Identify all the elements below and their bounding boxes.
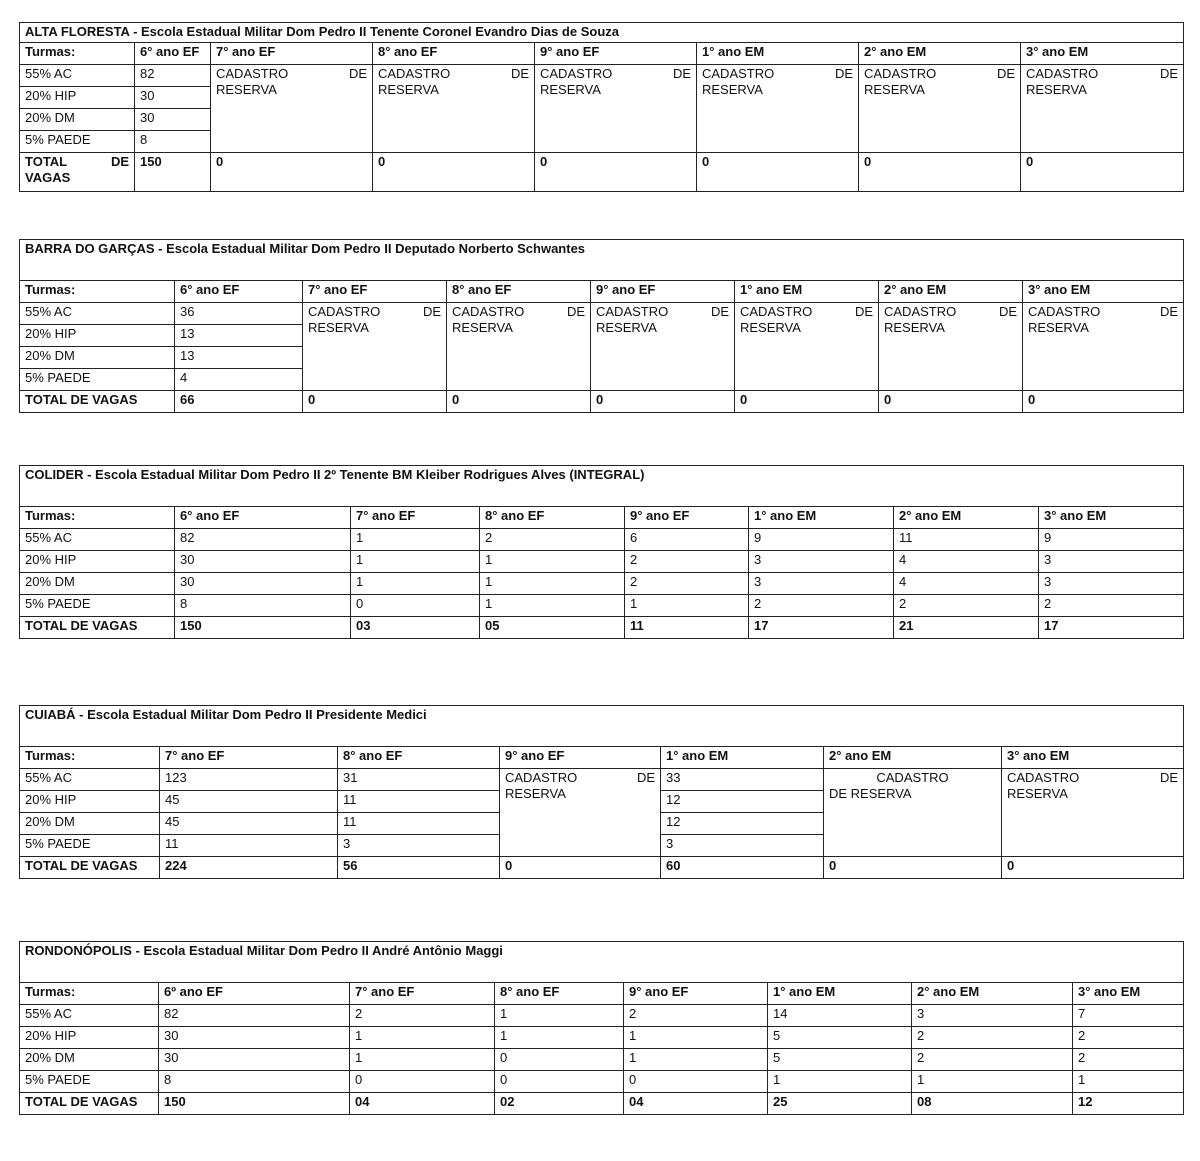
- header-cell: 6° ano EF: [175, 281, 303, 303]
- table-colider: [19, 465, 1184, 639]
- value-cell: 12: [661, 813, 824, 835]
- total-cell: 0: [1002, 857, 1184, 879]
- value-cell: 2: [912, 1027, 1073, 1049]
- section-title: COLIDER - Escola Estadual Militar Dom Pedro II 2º Tenente BM Kleiber Rodrigues Alves (INTEGRAL): [20, 466, 1184, 507]
- value-cell: 9: [1039, 529, 1184, 551]
- value-cell: 13: [175, 347, 303, 369]
- value-cell: 11: [160, 835, 338, 857]
- header-cell: 9° ano EF: [624, 983, 768, 1005]
- total-cell: 0: [735, 391, 879, 413]
- value-cell: 5: [768, 1027, 912, 1049]
- value-cell: 11: [338, 813, 500, 835]
- header-cell: 9° ano EF: [591, 281, 735, 303]
- value-cell: 1: [350, 1049, 495, 1071]
- header-cell: 2° ano EM: [824, 747, 1002, 769]
- value-cell: 1: [1073, 1071, 1184, 1093]
- cadastro-reserva-cell: CADASTRO DE RESERVA: [535, 65, 697, 153]
- value-cell: 3: [749, 551, 894, 573]
- header-cell: 1° ano EM: [749, 507, 894, 529]
- value-cell: 31: [338, 769, 500, 791]
- total-label: TOTAL DE VAGAS: [20, 617, 175, 639]
- row-label: 55% AC: [20, 303, 175, 325]
- section-title: ALTA FLORESTA - Escola Estadual Militar Dom Pedro II Tenente Coronel Evandro Dias de Souza: [20, 23, 1184, 43]
- row-label: 20% DM: [20, 347, 175, 369]
- total-cell: 25: [768, 1093, 912, 1115]
- header-cell: 7° ano EF: [160, 747, 338, 769]
- header-cell: 3° ano EM: [1023, 281, 1184, 303]
- header-cell: 1° ano EM: [768, 983, 912, 1005]
- total-cell: 150: [159, 1093, 350, 1115]
- total-cell: 02: [495, 1093, 624, 1115]
- value-cell: 3: [749, 573, 894, 595]
- total-cell: 12: [1073, 1093, 1184, 1115]
- row-label: 20% HIP: [20, 551, 175, 573]
- row-label: 20% HIP: [20, 1027, 159, 1049]
- value-cell: 3: [338, 835, 500, 857]
- value-cell: 1: [768, 1071, 912, 1093]
- row-label: 55% AC: [20, 769, 160, 791]
- header-cell: 2° ano EM: [859, 43, 1021, 65]
- value-cell: 6: [625, 529, 749, 551]
- header-cell: 3° ano EM: [1039, 507, 1184, 529]
- row-label: 55% AC: [20, 65, 135, 87]
- value-cell: 1: [351, 573, 480, 595]
- header-cell: Turmas:: [20, 747, 160, 769]
- total-cell: 0: [1021, 153, 1184, 192]
- value-cell: 0: [495, 1049, 624, 1071]
- value-cell: 30: [159, 1027, 350, 1049]
- total-cell: 11: [625, 617, 749, 639]
- cadastro-reserva-cell: CADASTRO DE RESERVA: [211, 65, 373, 153]
- row-label: 5% PAEDE: [20, 595, 175, 617]
- section-title: RONDONÓPOLIS - Escola Estadual Militar Dom Pedro II André Antônio Maggi: [20, 942, 1184, 983]
- table-row: [20, 1027, 1184, 1049]
- value-cell: 2: [480, 529, 625, 551]
- value-cell: 3: [1039, 551, 1184, 573]
- value-cell: 4: [894, 551, 1039, 573]
- header-cell: 8° ano EF: [480, 507, 625, 529]
- cadastro-reserva-cell: CADASTRO DE RESERVA: [591, 303, 735, 391]
- value-cell: 2: [350, 1005, 495, 1027]
- value-cell: 0: [624, 1071, 768, 1093]
- table-row: [20, 1071, 1184, 1093]
- row-label: 20% DM: [20, 813, 160, 835]
- value-cell: 3: [1039, 573, 1184, 595]
- value-cell: 30: [175, 573, 351, 595]
- total-cell: 21: [894, 617, 1039, 639]
- cadastro-reserva-cell: CADASTRO DE RESERVA: [1023, 303, 1184, 391]
- value-cell: 0: [351, 595, 480, 617]
- table-row: [20, 551, 1184, 573]
- row-label: 5% PAEDE: [20, 131, 135, 153]
- cadastro-reserva-cell: CADASTRO DE RESERVA: [500, 769, 661, 857]
- total-cell: 60: [661, 857, 824, 879]
- header-cell: Turmas:: [20, 983, 159, 1005]
- cadastro-reserva-cell: CADASTRO DE RESERVA: [1002, 769, 1184, 857]
- header-cell: 9° ano EF: [535, 43, 697, 65]
- value-cell: 1: [495, 1005, 624, 1027]
- header-cell: Turmas:: [20, 507, 175, 529]
- value-cell: 45: [160, 791, 338, 813]
- value-cell: 9: [749, 529, 894, 551]
- total-cell: 03: [351, 617, 480, 639]
- cadastro-reserva-cell: CADASTRO DE RESERVA: [879, 303, 1023, 391]
- total-cell: 224: [160, 857, 338, 879]
- value-cell: 30: [135, 109, 211, 131]
- value-cell: 2: [625, 573, 749, 595]
- total-cell: 56: [338, 857, 500, 879]
- table-alta-floresta: [19, 22, 1184, 192]
- value-cell: 2: [625, 551, 749, 573]
- total-cell: 0: [211, 153, 373, 192]
- header-cell: 8° ano EF: [495, 983, 624, 1005]
- header-cell: 7° ano EF: [350, 983, 495, 1005]
- header-cell: 7° ano EF: [211, 43, 373, 65]
- value-cell: 82: [135, 65, 211, 87]
- value-cell: 1: [624, 1027, 768, 1049]
- section-title: BARRA DO GARÇAS - Escola Estadual Militar Dom Pedro II Deputado Norberto Schwantes: [20, 240, 1184, 281]
- header-cell: 9° ano EF: [500, 747, 661, 769]
- total-cell: 66: [175, 391, 303, 413]
- cadastro-reserva-cell: CADASTRO DE RESERVA: [859, 65, 1021, 153]
- cadastro-reserva-cell: CADASTRO DE RESERVA: [303, 303, 447, 391]
- header-cell: 7° ano EF: [303, 281, 447, 303]
- header-cell: 7° ano EF: [351, 507, 480, 529]
- value-cell: 123: [160, 769, 338, 791]
- header-cell: 3° ano EM: [1021, 43, 1184, 65]
- total-cell: 17: [749, 617, 894, 639]
- header-cell: 8° ano EF: [447, 281, 591, 303]
- table-row: [20, 1049, 1184, 1071]
- value-cell: 30: [175, 551, 351, 573]
- value-cell: 1: [351, 551, 480, 573]
- header-cell: 8° ano EF: [338, 747, 500, 769]
- total-cell: 150: [135, 153, 211, 192]
- total-cell: 0: [824, 857, 1002, 879]
- total-cell: 0: [500, 857, 661, 879]
- header-cell: 6° ano EF: [175, 507, 351, 529]
- value-cell: 4: [175, 369, 303, 391]
- row-label: 20% HIP: [20, 87, 135, 109]
- total-cell: 0: [447, 391, 591, 413]
- value-cell: 1: [351, 529, 480, 551]
- cadastro-reserva-cell: CADASTRO DE RESERVA: [373, 65, 535, 153]
- total-cell: 0: [859, 153, 1021, 192]
- table-row: [20, 1005, 1184, 1027]
- value-cell: 7: [1073, 1005, 1184, 1027]
- table-rondonopolis: [19, 941, 1184, 1115]
- cadastro-reserva-cell: CADASTRO DE RESERVA: [824, 769, 1002, 857]
- row-label: 20% DM: [20, 1049, 159, 1071]
- value-cell: 1: [350, 1027, 495, 1049]
- value-cell: 1: [625, 595, 749, 617]
- cadastro-reserva-cell: CADASTRO DE RESERVA: [735, 303, 879, 391]
- value-cell: 3: [661, 835, 824, 857]
- row-label: 20% DM: [20, 109, 135, 131]
- header-cell: 3° ano EM: [1073, 983, 1184, 1005]
- table-row: [20, 529, 1184, 551]
- value-cell: 8: [175, 595, 351, 617]
- total-label: TOTAL DE VAGAS: [20, 857, 160, 879]
- table-barra-do-garcas: [19, 239, 1184, 413]
- value-cell: 2: [912, 1049, 1073, 1071]
- header-cell: 1° ano EM: [697, 43, 859, 65]
- value-cell: 2: [749, 595, 894, 617]
- value-cell: 2: [1039, 595, 1184, 617]
- header-cell: 6° ano EF: [135, 43, 211, 65]
- section-title: CUIABÁ - Escola Estadual Militar Dom Pedro II Presidente Medici: [20, 706, 1184, 747]
- value-cell: 2: [1073, 1049, 1184, 1071]
- value-cell: 12: [661, 791, 824, 813]
- table-row: [20, 595, 1184, 617]
- header-cell: 1° ano EM: [735, 281, 879, 303]
- header-cell: 8° ano EF: [373, 43, 535, 65]
- total-cell: 0: [303, 391, 447, 413]
- total-cell: 17: [1039, 617, 1184, 639]
- value-cell: 2: [624, 1005, 768, 1027]
- total-label: TOTAL DE VAGAS: [20, 153, 135, 192]
- total-cell: 0: [591, 391, 735, 413]
- table-row: [20, 573, 1184, 595]
- row-label: 55% AC: [20, 1005, 159, 1027]
- header-cell: 9° ano EF: [625, 507, 749, 529]
- total-cell: 0: [1023, 391, 1184, 413]
- total-cell: 0: [879, 391, 1023, 413]
- total-cell: 08: [912, 1093, 1073, 1115]
- header-cell: 2° ano EM: [879, 281, 1023, 303]
- cadastro-reserva-cell: CADASTRO DE RESERVA: [447, 303, 591, 391]
- value-cell: 1: [480, 551, 625, 573]
- value-cell: 30: [135, 87, 211, 109]
- value-cell: 2: [1073, 1027, 1184, 1049]
- value-cell: 1: [480, 573, 625, 595]
- total-label: TOTAL DE VAGAS: [20, 1093, 159, 1115]
- value-cell: 0: [495, 1071, 624, 1093]
- value-cell: 5: [768, 1049, 912, 1071]
- value-cell: 8: [135, 131, 211, 153]
- header-cell: 2° ano EM: [912, 983, 1073, 1005]
- row-label: 20% HIP: [20, 791, 160, 813]
- total-cell: 0: [373, 153, 535, 192]
- value-cell: 82: [175, 529, 351, 551]
- value-cell: 45: [160, 813, 338, 835]
- header-cell: 1° ano EM: [661, 747, 824, 769]
- header-cell: 2° ano EM: [894, 507, 1039, 529]
- row-label: 5% PAEDE: [20, 369, 175, 391]
- value-cell: 11: [894, 529, 1039, 551]
- value-cell: 13: [175, 325, 303, 347]
- value-cell: 1: [912, 1071, 1073, 1093]
- total-cell: 150: [175, 617, 351, 639]
- row-label: 5% PAEDE: [20, 835, 160, 857]
- value-cell: 11: [338, 791, 500, 813]
- value-cell: 33: [661, 769, 824, 791]
- header-cell: 3° ano EM: [1002, 747, 1184, 769]
- value-cell: 0: [350, 1071, 495, 1093]
- row-label: 20% DM: [20, 573, 175, 595]
- value-cell: 82: [159, 1005, 350, 1027]
- total-cell: 04: [350, 1093, 495, 1115]
- row-label: 5% PAEDE: [20, 1071, 159, 1093]
- value-cell: 8: [159, 1071, 350, 1093]
- total-cell: 0: [535, 153, 697, 192]
- cadastro-reserva-cell: CADASTRO DE RESERVA: [697, 65, 859, 153]
- value-cell: 36: [175, 303, 303, 325]
- header-cell: Turmas:: [20, 43, 135, 65]
- table-cuiaba: [19, 705, 1184, 879]
- value-cell: 30: [159, 1049, 350, 1071]
- value-cell: 4: [894, 573, 1039, 595]
- total-cell: 04: [624, 1093, 768, 1115]
- cadastro-reserva-cell: CADASTRO DE RESERVA: [1021, 65, 1184, 153]
- row-label: 55% AC: [20, 529, 175, 551]
- header-cell: Turmas:: [20, 281, 175, 303]
- value-cell: 1: [495, 1027, 624, 1049]
- header-cell: 6º ano EF: [159, 983, 350, 1005]
- value-cell: 2: [894, 595, 1039, 617]
- value-cell: 1: [624, 1049, 768, 1071]
- value-cell: 3: [912, 1005, 1073, 1027]
- row-label: 20% HIP: [20, 325, 175, 347]
- value-cell: 1: [480, 595, 625, 617]
- total-label: TOTAL DE VAGAS: [20, 391, 175, 413]
- value-cell: 14: [768, 1005, 912, 1027]
- total-cell: 0: [697, 153, 859, 192]
- total-cell: 05: [480, 617, 625, 639]
